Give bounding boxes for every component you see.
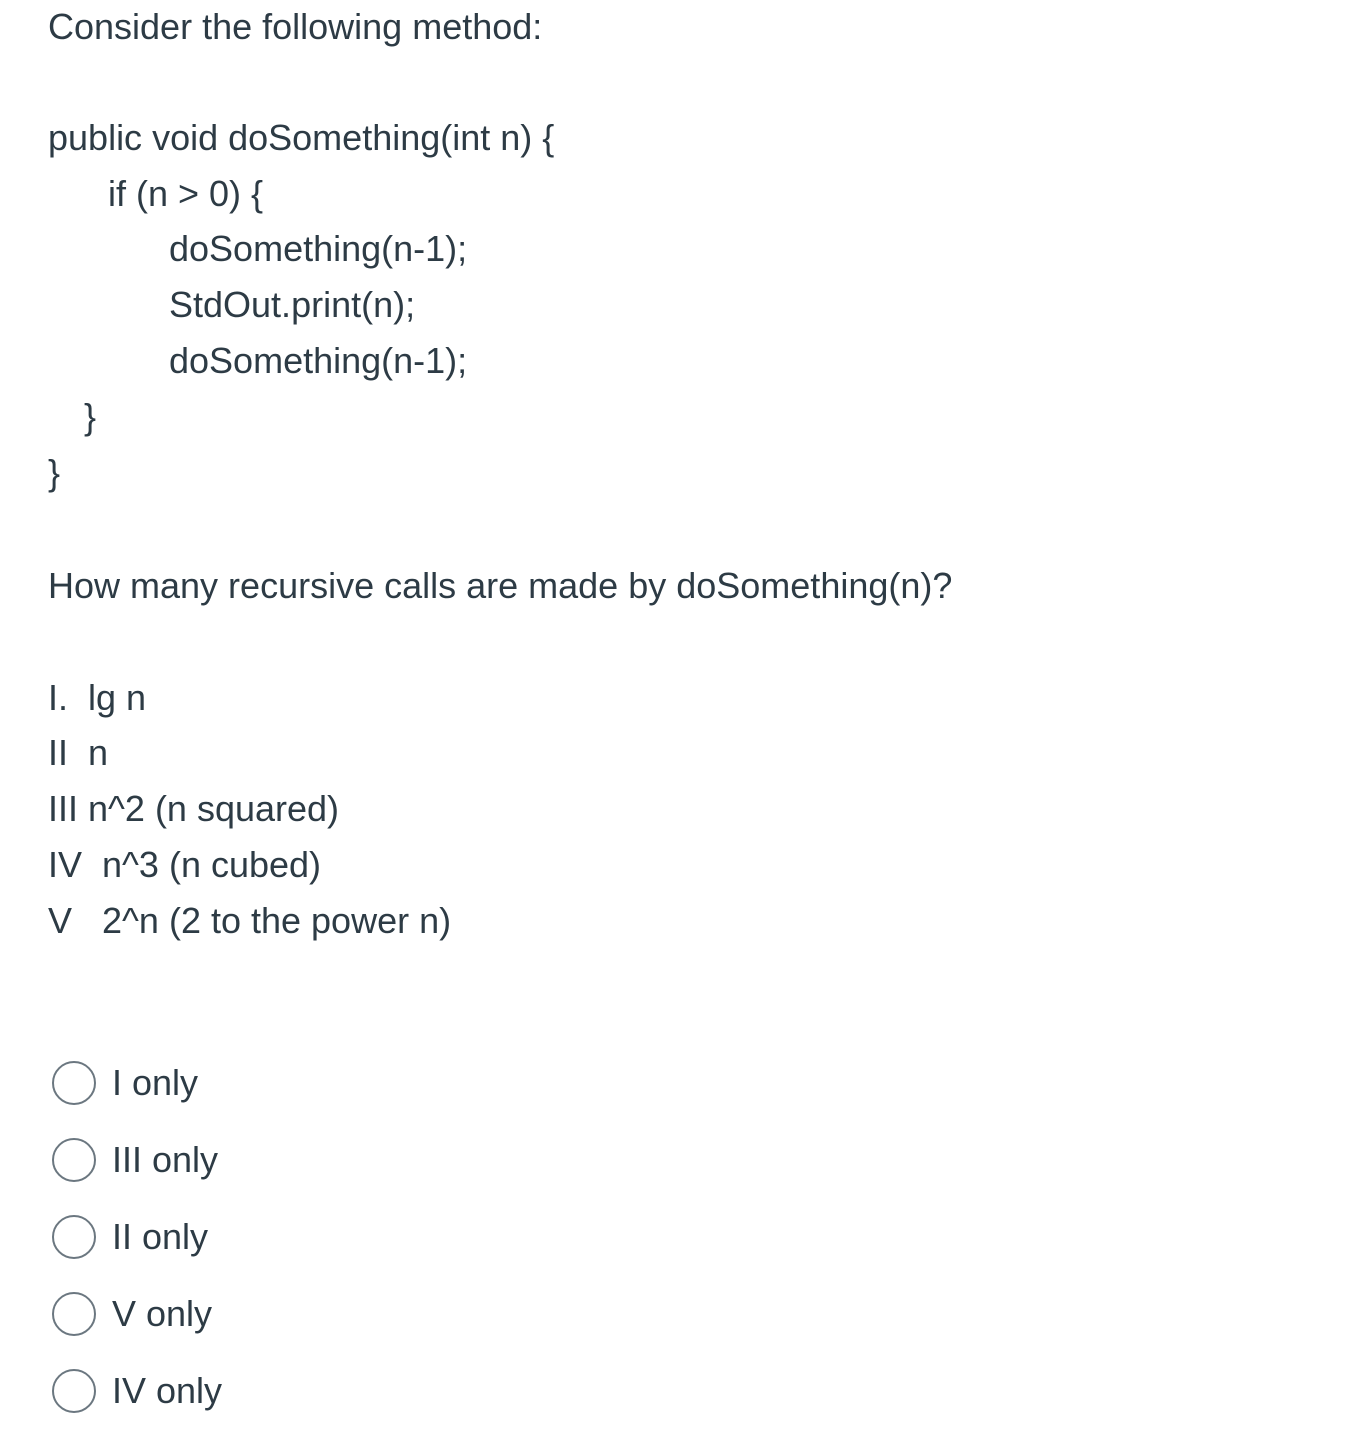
answer-option-ii-only[interactable] bbox=[52, 1212, 208, 1262]
code-line: } bbox=[48, 452, 61, 493]
code-line: if (n > 0) { bbox=[108, 173, 264, 214]
radio-button[interactable] bbox=[52, 1215, 96, 1259]
choice-list-item: V 2^n (2 to the power n) bbox=[48, 900, 452, 941]
code-line: doSomething(n-1); bbox=[169, 228, 468, 269]
choice-list-item: IV n^3 (n cubed) bbox=[48, 844, 322, 885]
radio-button[interactable] bbox=[52, 1138, 96, 1182]
answer-option-label[interactable]: II only bbox=[112, 1216, 209, 1257]
code-line: } bbox=[84, 396, 97, 437]
radio-button[interactable] bbox=[52, 1369, 96, 1413]
answer-option-i-only[interactable] bbox=[52, 1058, 198, 1108]
question-prompt: How many recursive calls are made by doSomething(n)? bbox=[48, 565, 953, 606]
answer-option-label[interactable]: IV only bbox=[112, 1370, 223, 1411]
choice-list-item: II n bbox=[48, 732, 109, 773]
choice-list-item: I. lg n bbox=[48, 677, 147, 718]
code-line: doSomething(n-1); bbox=[169, 340, 468, 381]
answer-option-label[interactable]: III only bbox=[112, 1139, 219, 1180]
radio-button[interactable] bbox=[52, 1061, 96, 1105]
question-intro: Consider the following method: bbox=[48, 6, 543, 47]
answer-option-v-only[interactable] bbox=[52, 1289, 212, 1339]
answer-option-iv-only[interactable] bbox=[52, 1366, 222, 1416]
choice-list-item: III n^2 (n squared) bbox=[48, 788, 340, 829]
radio-button[interactable] bbox=[52, 1292, 96, 1336]
answer-option-label[interactable]: V only bbox=[112, 1293, 213, 1334]
code-line: StdOut.print(n); bbox=[169, 284, 416, 325]
code-line: public void doSomething(int n) { bbox=[48, 117, 555, 158]
answer-option-label[interactable]: I only bbox=[112, 1062, 199, 1103]
answer-option-iii-only[interactable] bbox=[52, 1135, 218, 1185]
